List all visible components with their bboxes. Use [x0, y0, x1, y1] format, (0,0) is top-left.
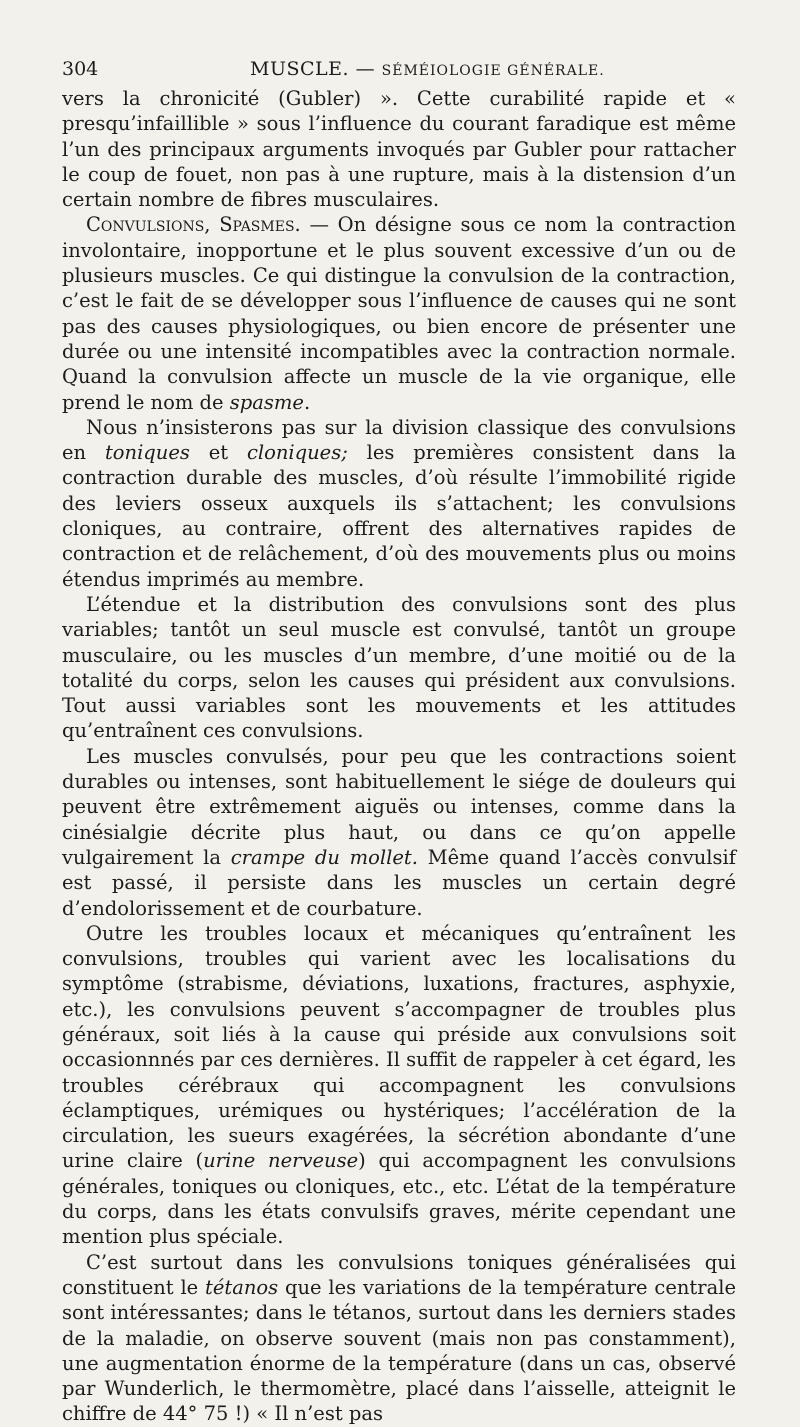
paragraph-3-text-a: Nous n’insisterons pas sur la division classique des convulsions en: [62, 415, 736, 465]
paragraph-7-text-a: C’est surtout dans les convulsions toniques généralisées qui constituent le: [62, 1250, 736, 1299]
term-spasme: spasme: [229, 390, 304, 414]
paragraph-3: [62, 415, 736, 592]
paragraph-4-text: L’étendue et la distribution des convulsions sont des plus variables; tantôt un seul muscle est convulsé, tantôt un groupe musculaire, ou les muscles d’un membre, d’une moitié ou de la totalité du corps, selon les causes qui président aux convulsions. Tout aussi variables sont les mouvements et les attitudes qu’entraînent ces convulsions.: [62, 592, 736, 743]
page-number: 304: [62, 58, 99, 80]
paragraph-5: [62, 744, 736, 921]
running-title-sub: SÉMÉIOLOGIE GÉNÉRALE.: [381, 63, 605, 79]
paragraph-4: [62, 592, 736, 744]
term-toniques: toniques: [104, 441, 190, 465]
paragraph-6-text-a: Outre les troubles locaux et mécaniques qu’entraînent les convulsions, troubles qui varient avec les localisations du symptôme (strabisme, déviations, luxations, fractures, asphyxie, etc.), les convulsions peuvent s’accompagner de troubles plus généraux, soit liés à la cause qui préside aux convulsions soit occasionnnés par ces dernières. Il suffit de rappeler à cet égard, les troubles cérébraux qui accompagnent les convulsions éclamptiques, urémiques ou hystériques; l’accélération de la circulation, les sueurs exagérées, la sécrétion abondante d’une urine claire (: [62, 921, 736, 1173]
paragraph-7-text-b: que les variations de la température centrale sont intéressantes; dans le tétanos, surtout dans les derniers stades de la maladie, on observe souvent (mais non pas constamment), une augmentation énorme de la température (dans un cas, observé par Wunderlich, le thermomètre, placé dans l’aisselle, atteignit le chiffre de 44° 75 !) « Il n’est pas: [62, 1275, 736, 1426]
paragraph-3-text-b: et: [189, 441, 247, 465]
running-head: [62, 52, 736, 86]
paragraph-7: [62, 1250, 736, 1427]
paragraph-2-text-a: — On désigne sous ce nom la contraction involontaire, inopportune et le plus souvent excessive d’un ou de plusieurs muscles. Ce qui distingue la convulsion de la contraction, c’est le fait de se développer sous l’influence de causes qui ne sont pas des causes physiologiques, ou bien encore de présenter une durée ou une intensité incompatibles avec la contraction normale. Quand la convulsion affecte un muscle de la vie organique, elle prend le nom de: [62, 213, 736, 414]
paragraph-6: [62, 921, 736, 1250]
paragraph-1-text: vers la chronicité (Gubler) ». Cette curabilité rapide et « presqu’infaillible » sous l’influence du courant faradique est même l’un des principaux arguments invoqués par Gubler pour rattacher le coup de fouet, non pas à une rupture, mais à la distension d’un certain nombre de fibres musculaires.: [62, 87, 736, 212]
paragraph-5-text-a: Les muscles convulsés, pour peu que les contractions soient durables ou intenses, sont habituellement le siége de douleurs qui peuvent être extrêmement aiguës ou intenses, comme dans la cinésialgie décrite plus haut, ou dans ce qu’on appelle vulgairement la: [62, 744, 736, 869]
paragraph-6-text-b: ) qui accompagnent les convulsions générales, toniques ou cloniques, etc., etc. L’état de la température du corps, dans les états convulsifs graves, mérite cependant une mention plus spéciale.: [62, 1149, 736, 1249]
paragraph-2: [62, 212, 736, 414]
term-urine-nerveuse: urine nerveuse: [203, 1149, 359, 1173]
running-title: [250, 58, 605, 80]
term-crampe-du-mollet: crampe du mollet.: [230, 845, 418, 869]
running-title-main: MUSCLE. —: [250, 58, 376, 80]
paragraph-2-text-b: .: [303, 390, 311, 414]
term-cloniques: cloniques;: [246, 441, 348, 465]
term-tetanos: tétanos: [205, 1275, 279, 1299]
section-heading-convulsions: Convulsions, Spasmes.: [86, 213, 301, 237]
paragraph-3-text-c: les premières consistent dans la contraction durable des muscles, d’où résulte l’immobilité rigide des leviers osseux auxquels ils s’attachent; les convulsions cloniques, au contraire, offrent des alternatives rapides de contraction et de relâchement, d’où des mouvements plus ou moins étendus imprimés au membre.: [62, 441, 736, 591]
paragraph-1: [62, 86, 736, 212]
paragraph-5-text-b: Même quand l’accès convulsif est passé, il persiste dans les muscles un certain degré d’endolorissement et de courbature.: [62, 845, 736, 920]
